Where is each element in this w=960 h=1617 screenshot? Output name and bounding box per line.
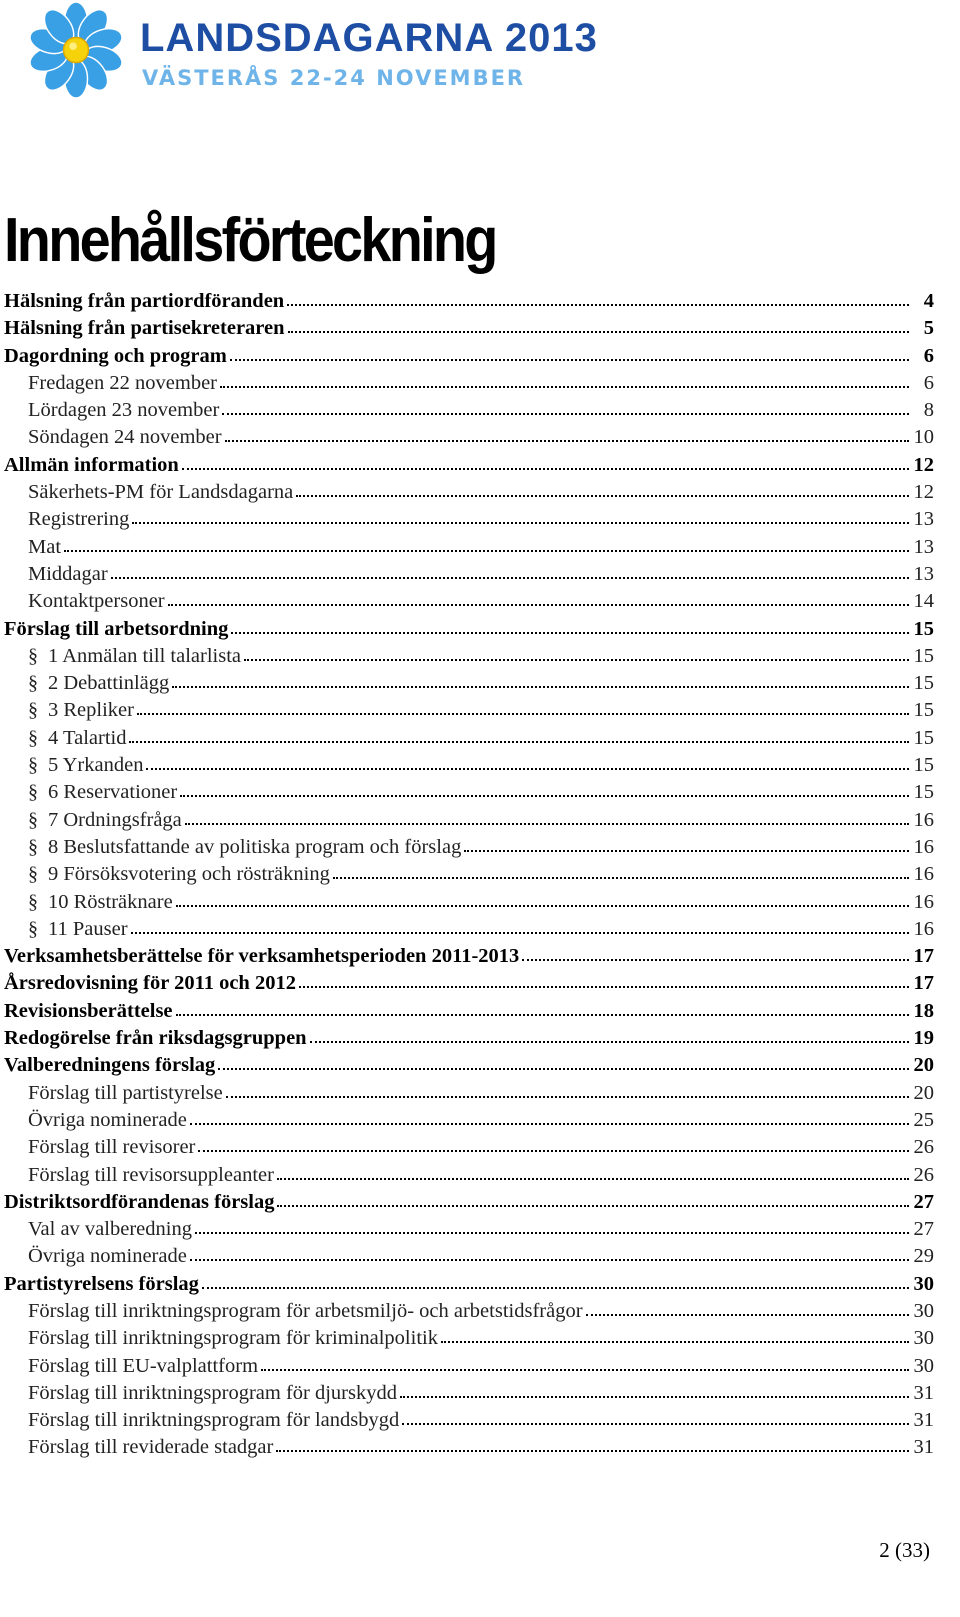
toc-entry-page: 26: [913, 1163, 934, 1186]
toc-entry[interactable]: [4, 563, 934, 590]
toc-entry-page: 15: [913, 644, 934, 667]
toc-entry-label: Förslag till inriktningsprogram för landsbygd: [28, 1409, 400, 1432]
toc-entry[interactable]: [4, 1109, 934, 1136]
section-sign: §: [28, 672, 38, 695]
toc-entry[interactable]: [4, 1054, 934, 1081]
toc-entry[interactable]: [4, 372, 934, 399]
dot-leader: [586, 1310, 909, 1316]
toc-entry-label: Övriga nominerade: [28, 1245, 187, 1268]
dot-leader: [261, 1365, 909, 1371]
toc-entry[interactable]: [4, 1300, 934, 1327]
toc-entry-page: 13: [913, 535, 934, 558]
toc-entry-label: Förslag till partistyrelse: [28, 1081, 223, 1104]
page-title: Innehållsförteckning: [4, 206, 496, 275]
toc-entry-label: 2 Debattinlägg: [48, 672, 170, 695]
toc-entry[interactable]: [4, 426, 934, 453]
dot-leader: [137, 709, 909, 715]
dot-leader: [522, 955, 909, 961]
toc-entry[interactable]: [4, 1000, 934, 1027]
toc-entry-label: Förslag till reviderade stadgar: [28, 1436, 274, 1459]
toc-entry-page: 12: [913, 481, 934, 504]
dot-leader: [333, 873, 909, 879]
dot-leader: [310, 1037, 909, 1043]
dot-leader: [176, 1010, 909, 1016]
toc-entry[interactable]: [4, 727, 934, 754]
toc-entry-label: Registrering: [28, 508, 130, 531]
toc-entry[interactable]: [4, 590, 934, 617]
toc-entry-label: Årsredovisning för 2011 och 2012: [4, 972, 296, 995]
toc-entry-label: 7 Ordningsfråga: [48, 808, 182, 831]
dot-leader: [400, 1392, 909, 1398]
toc-entry-label: 3 Repliker: [48, 699, 134, 722]
toc-entry[interactable]: [4, 754, 934, 781]
dot-leader: [296, 491, 909, 497]
toc-entry-label: 1 Anmälan till talarlista: [48, 644, 241, 667]
toc-entry[interactable]: [4, 645, 934, 672]
event-title: LANDSDAGARNA 2013: [140, 16, 598, 60]
toc-entry[interactable]: [4, 454, 934, 481]
table-of-contents: [4, 290, 934, 1464]
dot-leader: [168, 600, 909, 606]
toc-entry-page: 10: [913, 426, 934, 449]
dot-leader: [231, 628, 909, 634]
toc-entry-page: 15: [913, 699, 934, 722]
toc-entry[interactable]: [4, 399, 934, 426]
toc-entry-label: 8 Beslutsfattande av politiska program och förslag: [48, 835, 462, 858]
toc-entry-label: 11 Pauser: [48, 917, 128, 940]
toc-entry-label: Övriga nominerade: [28, 1108, 187, 1131]
dot-leader: [129, 737, 909, 743]
dot-leader: [132, 518, 909, 524]
toc-entry[interactable]: [4, 699, 934, 726]
dot-leader: [64, 546, 909, 552]
section-sign: §: [28, 699, 38, 722]
toc-entry-page: 30: [913, 1354, 934, 1377]
toc-entry-label: Förslag till revisorer: [28, 1136, 196, 1159]
document-header: [28, 0, 598, 110]
toc-entry[interactable]: [4, 317, 934, 344]
dot-leader: [220, 382, 909, 388]
section-sign: §: [28, 754, 38, 777]
toc-entry-page: 20: [913, 1054, 934, 1077]
toc-entry-page: 16: [913, 917, 934, 940]
toc-entry-label: Dagordning och program: [4, 344, 227, 367]
toc-entry-page: 5: [923, 317, 934, 340]
dot-leader: [230, 355, 909, 361]
toc-entry-page: 15: [913, 672, 934, 695]
toc-entry[interactable]: [4, 345, 934, 372]
blue-flower-icon: [28, 2, 124, 98]
toc-entry[interactable]: [4, 618, 934, 645]
toc-entry[interactable]: [4, 508, 934, 535]
toc-entry[interactable]: [4, 1164, 934, 1191]
toc-entry-page: 25: [913, 1108, 934, 1131]
dot-leader: [288, 327, 909, 333]
toc-entry[interactable]: [4, 536, 934, 563]
toc-entry[interactable]: [4, 1273, 934, 1300]
toc-entry-page: 6: [923, 371, 934, 394]
toc-entry-label: Hälsning från partiordföranden: [4, 290, 285, 312]
toc-entry-label: Verksamhetsberättelse för verksamhetsperioden 2011-2013: [4, 945, 520, 968]
dot-leader: [176, 901, 909, 907]
toc-entry-page: 15: [913, 617, 934, 640]
toc-entry[interactable]: [4, 972, 934, 999]
toc-entry-label: Hälsning från partisekreteraren: [4, 317, 285, 340]
dot-leader: [180, 791, 909, 797]
toc-entry[interactable]: [4, 891, 934, 918]
toc-entry-page: 15: [913, 726, 934, 749]
toc-entry[interactable]: [4, 1327, 934, 1354]
toc-entry[interactable]: [4, 672, 934, 699]
dot-leader: [111, 573, 909, 579]
toc-entry-page: 15: [913, 754, 934, 777]
dot-leader: [277, 1201, 909, 1207]
toc-entry-label: 6 Reservationer: [48, 781, 178, 804]
dot-leader: [244, 655, 909, 661]
toc-entry-label: Allmän information: [4, 453, 179, 476]
toc-entry[interactable]: [4, 918, 934, 945]
section-sign: §: [28, 917, 38, 940]
toc-entry-label: Fredagen 22 november: [28, 371, 217, 394]
dot-leader: [202, 1283, 909, 1289]
toc-entry-page: 31: [913, 1409, 934, 1432]
toc-entry-label: Val av valberedning: [28, 1218, 192, 1241]
toc-entry[interactable]: [4, 1245, 934, 1272]
toc-entry[interactable]: [4, 863, 934, 890]
dot-leader: [195, 1228, 909, 1234]
toc-entry-page: 31: [913, 1381, 934, 1404]
toc-entry-label: 5 Yrkanden: [48, 754, 144, 777]
dot-leader: [185, 819, 909, 825]
dot-leader: [190, 1119, 909, 1125]
toc-entry-label: Förslag till arbetsordning: [4, 617, 229, 640]
toc-entry[interactable]: [4, 1082, 934, 1109]
toc-entry[interactable]: [4, 481, 934, 508]
toc-entry-label: 9 Försöksvotering och rösträkning: [48, 863, 330, 886]
toc-entry-label: Förslag till inriktningsprogram för kriminalpolitik: [28, 1327, 438, 1350]
toc-entry[interactable]: [4, 809, 934, 836]
dot-leader: [441, 1337, 909, 1343]
dot-leader: [299, 982, 909, 988]
toc-entry-label: Söndagen 24 november: [28, 426, 222, 449]
dot-leader: [464, 846, 909, 852]
toc-entry[interactable]: [4, 290, 934, 317]
toc-entry[interactable]: [4, 945, 934, 972]
toc-entry-page: 16: [913, 863, 934, 886]
toc-entry-label: Lördagen 23 november: [28, 399, 220, 422]
toc-entry-page: 4: [923, 290, 934, 312]
toc-entry-label: Kontaktpersoner: [28, 590, 165, 613]
dot-leader: [226, 1092, 909, 1098]
toc-entry-page: 17: [913, 972, 934, 995]
dot-leader: [182, 464, 909, 470]
toc-entry-page: 14: [913, 590, 934, 613]
toc-entry-page: 19: [913, 1027, 934, 1050]
toc-entry-label: Valberedningens förslag: [4, 1054, 216, 1077]
toc-entry[interactable]: [4, 1382, 934, 1409]
dot-leader: [277, 1174, 909, 1180]
toc-entry-label: Partistyrelsens förslag: [4, 1272, 199, 1295]
dot-leader: [222, 409, 909, 415]
dot-leader: [225, 436, 909, 442]
toc-entry-page: 17: [913, 945, 934, 968]
section-sign: §: [28, 890, 38, 913]
section-sign: §: [28, 644, 38, 667]
toc-entry[interactable]: [4, 1136, 934, 1163]
section-sign: §: [28, 808, 38, 831]
section-sign: §: [28, 726, 38, 749]
dot-leader: [402, 1419, 909, 1425]
toc-entry-page: 13: [913, 508, 934, 531]
dot-leader: [198, 1146, 909, 1152]
toc-entry-page: 13: [913, 562, 934, 585]
toc-entry-page: 31: [913, 1436, 934, 1459]
toc-entry-label: Middagar: [28, 562, 108, 585]
section-sign: §: [28, 863, 38, 886]
toc-entry[interactable]: [4, 1218, 934, 1245]
toc-entry-label: 4 Talartid: [48, 726, 127, 749]
toc-entry-page: 16: [913, 890, 934, 913]
dot-leader: [146, 764, 909, 770]
toc-entry-label: Revisionsberättelse: [4, 999, 173, 1022]
toc-entry-page: 6: [923, 344, 934, 367]
toc-entry-page: 27: [913, 1218, 934, 1241]
toc-entry-page: 16: [913, 835, 934, 858]
toc-entry[interactable]: [4, 836, 934, 863]
dot-leader: [276, 1446, 909, 1452]
toc-entry[interactable]: [4, 781, 934, 808]
toc-entry-page: 16: [913, 808, 934, 831]
page-number: 2 (33): [879, 1538, 930, 1562]
toc-entry-label: Förslag till inriktningsprogram för djurskydd: [28, 1381, 397, 1404]
toc-entry-label: Mat: [28, 535, 62, 558]
dot-leader: [190, 1255, 909, 1261]
toc-entry-page: 15: [913, 781, 934, 804]
toc-entry-label: 10 Rösträknare: [48, 890, 173, 913]
toc-entry-page: 20: [913, 1081, 934, 1104]
toc-entry-page: 29: [913, 1245, 934, 1268]
toc-entry-page: 27: [913, 1190, 934, 1213]
dot-leader: [287, 300, 909, 306]
toc-entry[interactable]: [4, 1027, 934, 1054]
dot-leader: [172, 682, 909, 688]
toc-entry-page: 30: [913, 1272, 934, 1295]
event-subtitle: VÄSTERÅS 22-24 NOVEMBER: [142, 66, 526, 90]
toc-entry-page: 12: [913, 453, 934, 476]
toc-entry[interactable]: [4, 1436, 934, 1463]
toc-entry-label: Säkerhets-PM för Landsdagarna: [28, 481, 294, 504]
toc-entry[interactable]: [4, 1191, 934, 1218]
toc-entry-page: 26: [913, 1136, 934, 1159]
toc-entry-page: 8: [923, 399, 934, 422]
dot-leader: [131, 928, 909, 934]
section-sign: §: [28, 781, 38, 804]
toc-entry-label: Distriktsordförandenas förslag: [4, 1190, 275, 1213]
toc-entry-label: Förslag till EU-valplattform: [28, 1354, 259, 1377]
toc-entry-label: Förslag till revisorsuppleanter: [28, 1163, 274, 1186]
toc-entry-page: 30: [913, 1299, 934, 1322]
dot-leader: [218, 1064, 909, 1070]
toc-entry-page: 30: [913, 1327, 934, 1350]
toc-entry-page: 18: [913, 999, 934, 1022]
toc-entry[interactable]: [4, 1409, 934, 1436]
section-sign: §: [28, 835, 38, 858]
toc-entry-label: Redogörelse från riksdagsgruppen: [4, 1027, 307, 1050]
toc-entry-label: Förslag till inriktningsprogram för arbetsmiljö- och arbetstidsfrågor: [28, 1299, 583, 1322]
toc-entry[interactable]: [4, 1355, 934, 1382]
